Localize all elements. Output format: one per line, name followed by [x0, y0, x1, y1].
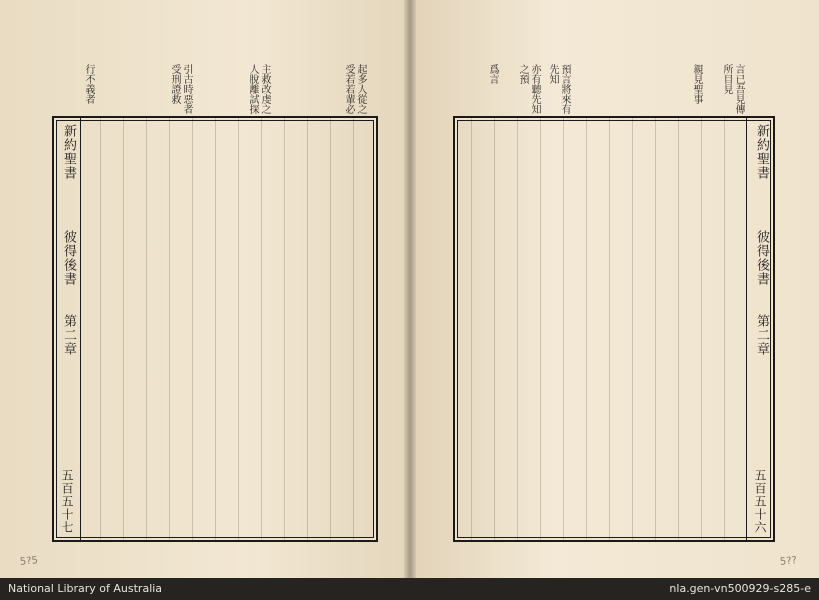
footer-source: National Library of Australia — [8, 582, 163, 595]
sidenote: 起多人從之受若若輩必 — [343, 64, 366, 114]
sidenote: 引古時惡者受刑證救 — [169, 64, 192, 114]
page-number: 五百五十六 — [753, 469, 767, 534]
page-number: 五百五十七 — [60, 469, 74, 534]
pencil-mark: 5?5 — [19, 555, 39, 568]
sidenote: 親見聖事 — [691, 64, 702, 104]
right-sidenotes — [450, 64, 770, 114]
sidenote: 預言將來有先知 — [547, 64, 570, 114]
sidenote: 言已吾見傳所目見 — [721, 64, 744, 114]
footer-bar — [0, 578, 819, 600]
footer-identifier: nla.gen-vn500929-s285-e — [669, 582, 811, 595]
right-running-head — [746, 118, 773, 540]
running-title: 新約聖書 — [754, 124, 769, 180]
column-rules — [80, 118, 376, 540]
left-sidenotes — [60, 64, 370, 114]
sidenote: 主救改虔之人脫離試探 — [247, 64, 270, 114]
running-chapter: 第二章 — [754, 314, 769, 356]
left-running-head — [54, 118, 81, 540]
column-rules — [455, 118, 747, 540]
sidenote: 亦有聽先知之預 — [517, 64, 540, 114]
running-chapter: 第二章 — [61, 314, 76, 356]
left-main-text — [80, 118, 376, 540]
running-book: 彼得後書 — [754, 230, 769, 286]
sidenote: 行不義者 — [83, 64, 94, 104]
book-gutter — [404, 0, 416, 578]
running-book: 彼得後書 — [61, 230, 76, 286]
right-text-frame — [453, 116, 775, 542]
left-text-frame — [52, 116, 378, 542]
right-main-text — [455, 118, 747, 540]
running-title: 新約聖書 — [61, 124, 76, 180]
pencil-mark: 5?? — [779, 555, 798, 568]
sidenote: 爲言 — [487, 64, 498, 84]
